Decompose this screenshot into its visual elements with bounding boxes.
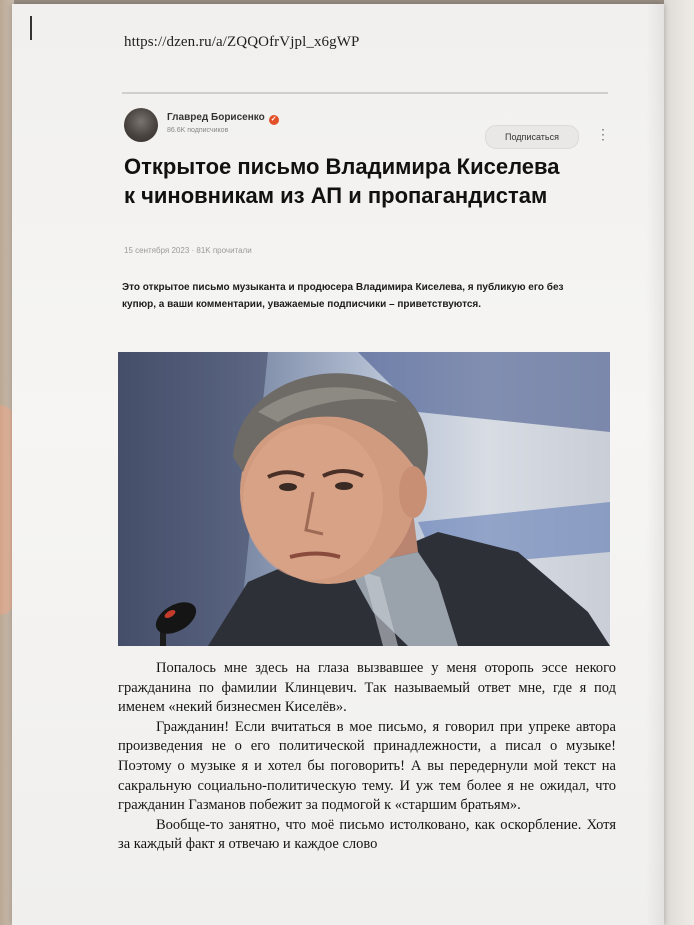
article-body bbox=[118, 659, 616, 855]
source-url: https://dzen.ru/a/ZQQOfrVjpl_x6gWP bbox=[124, 34, 360, 50]
divider bbox=[122, 92, 608, 94]
channel-name bbox=[167, 112, 279, 125]
paragraph: Гражданин! Если вчитаться в мое письмо, я говорил при упреке автора произведения не о его политической принадлежности, а писал о музыке! Поэтому о музыке я и хотел бы поговорить! А вы передернули мой текст на сакральную социально-политическую тему. И уж тем более я не ожидал, что гражданин Газманов побежит за подмогой к «старшим братьям». bbox=[118, 718, 616, 814]
portrait-photo bbox=[118, 352, 610, 646]
channel-avatar bbox=[124, 108, 158, 142]
pen-mark bbox=[30, 16, 32, 40]
printed-page bbox=[12, 4, 664, 925]
verified-badge-icon: ✓ bbox=[269, 115, 279, 125]
channel-name-text: Главред Борисенко bbox=[167, 112, 265, 123]
subscriber-count: 86.6K подписчиков bbox=[167, 127, 229, 134]
article-lead: Это открытое письмо музыканта и продюсера Владимира Киселева, я публикую его без купюр, а ваши комментарии, уважаемые подписчики – приветствуются. bbox=[122, 282, 564, 310]
paragraph: Попалось мне здесь на глаза вызвавшее у меня оторопь эссе некого гражданина по фамилии Клинцевич. Так называемый ответ мне, где я под именем «некий бизнесмен Киселёв». bbox=[118, 660, 616, 716]
vertical-ellipsis-icon: ⋮ bbox=[596, 126, 609, 142]
paragraph: Вообще-то занятно, что моё письмо истолковано, как оскорбление. Хотя за каждый факт я отвечаю и каждое слово bbox=[118, 816, 616, 853]
page-shadow bbox=[646, 4, 664, 925]
photo-illustration bbox=[118, 352, 610, 646]
article-title: Открытое письмо Владимира Киселева к чиновникам из АП и пропагандистам bbox=[124, 154, 560, 208]
paper-stack-edge bbox=[664, 0, 694, 925]
article-meta: 15 сентября 2023 · 81K прочитали bbox=[124, 246, 252, 255]
subscribe-button: Подписаться bbox=[485, 125, 579, 149]
